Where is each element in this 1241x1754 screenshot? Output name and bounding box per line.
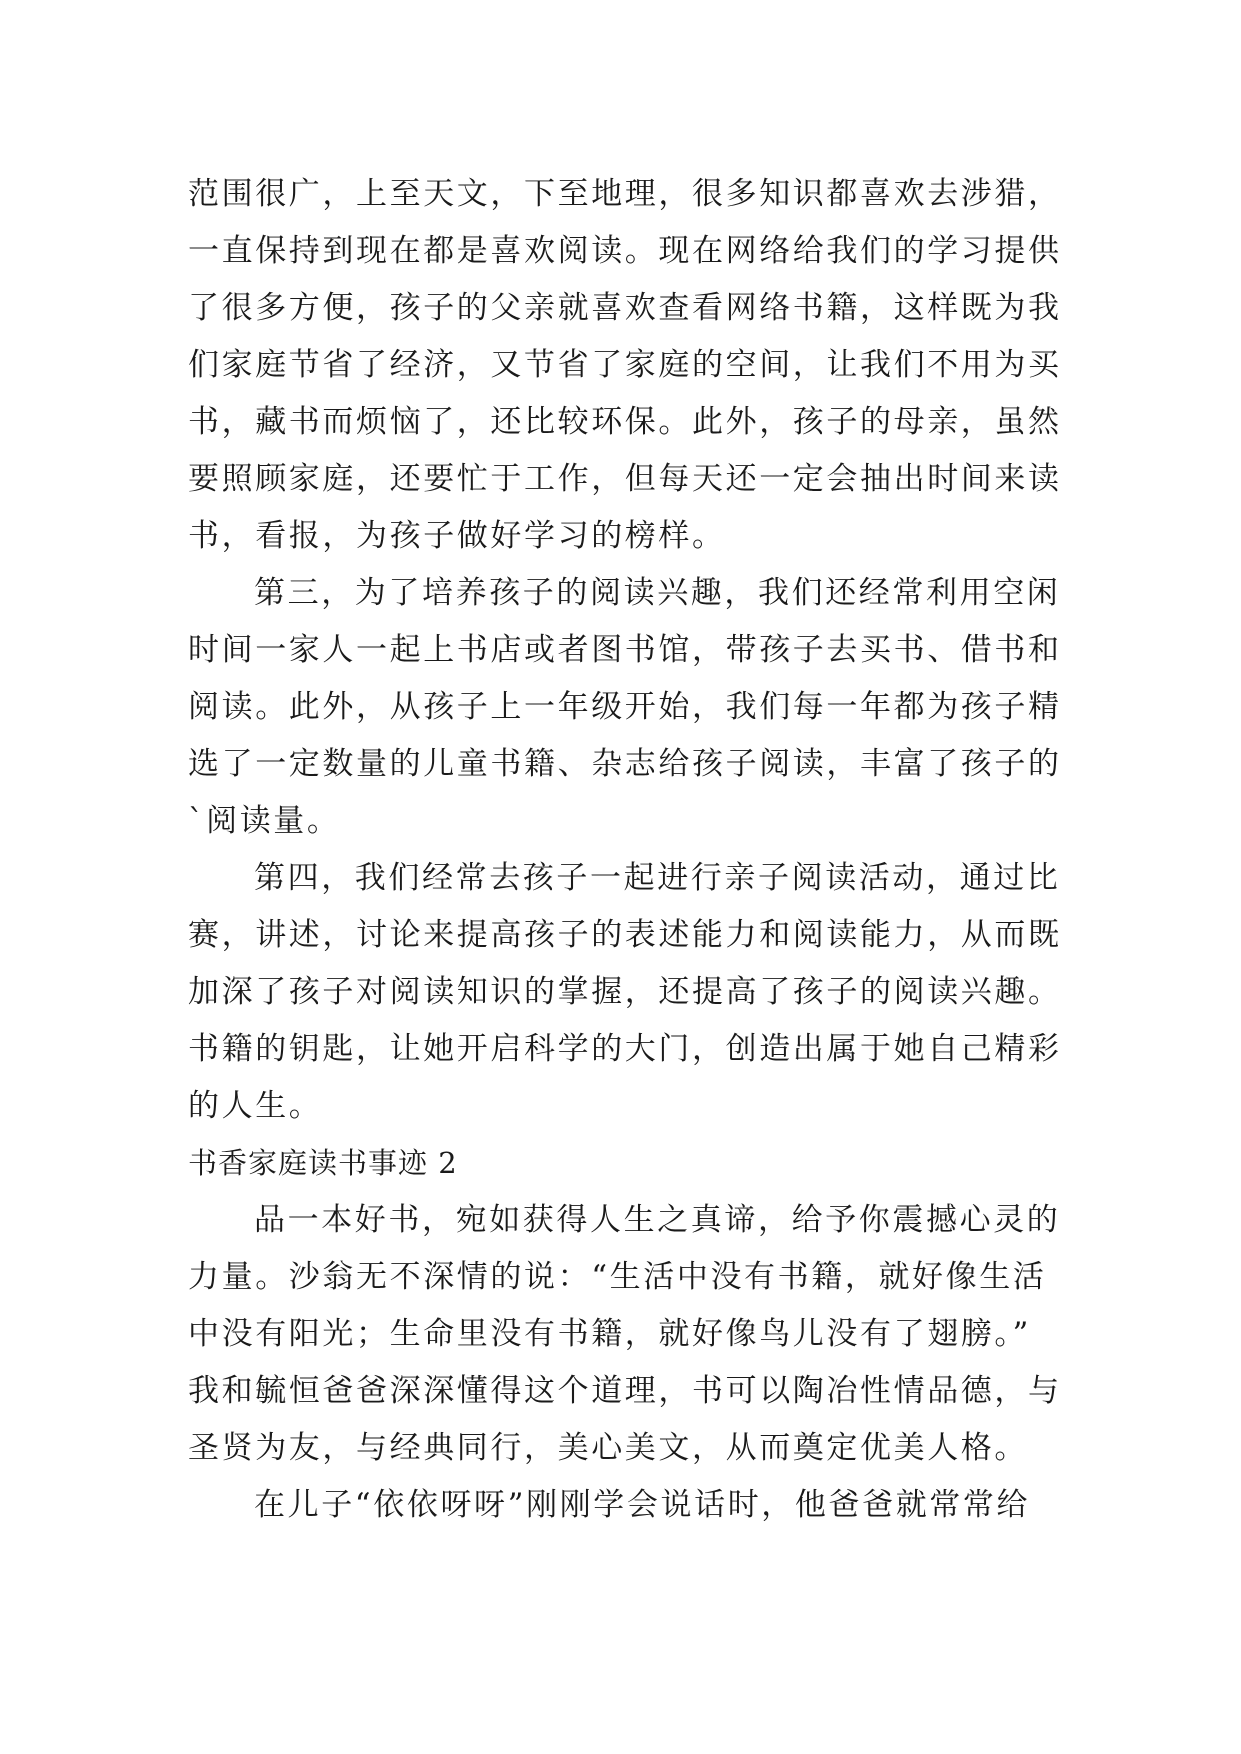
text-line: 阅读。此外，从孩子上一年级开始，我们每一年都为孩子精 (188, 689, 1062, 725)
text-line: 力量。沙翁无不深情的说：“生活中没有书籍，就好像生活 (188, 1259, 1047, 1295)
text-line: 书籍的钥匙，让她开启科学的大门，创造出属于她自己精彩 (188, 1031, 1062, 1067)
text-line: 书，看报，为孩子做好学习的榜样。 (188, 518, 726, 554)
text-line: 加深了孩子对阅读知识的掌握，还提高了孩子的阅读兴趣。 (188, 974, 1062, 1010)
text-line: 要照顾家庭，还要忙于工作，但每天还一定会抽出时间来读 (188, 461, 1062, 497)
text-line: 了很多方便，孩子的父亲就喜欢查看网络书籍，这样既为我 (188, 290, 1062, 326)
text-line: 品一本好书，宛如获得人生之真谛，给予你震撼心灵的 (254, 1202, 1061, 1238)
text-line: 第三，为了培养孩子的阅读兴趣，我们还经常利用空闲 (254, 575, 1061, 611)
text-line: 在儿子“依依呀呀”刚刚学会说话时，他爸爸就常常给 (254, 1487, 1031, 1523)
document-page (188, 166, 1068, 1534)
text-line: 第四，我们经常去孩子一起进行亲子阅读活动，通过比 (254, 860, 1061, 896)
text-line: 范围很广，上至天文，下至地理，很多知识都喜欢去涉猎， (188, 176, 1062, 212)
paragraph-good-book (188, 1192, 1068, 1477)
paragraph-fourth (188, 850, 1068, 1135)
text-line: 我和毓恒爸爸深深懂得这个道理，书可以陶冶性情品德，与 (188, 1373, 1062, 1409)
text-line: 选了一定数量的儿童书籍、杂志给孩子阅读，丰富了孩子的 (188, 746, 1062, 782)
paragraph-continued (188, 166, 1068, 565)
section-title: 书香家庭读书事迹 2 (188, 1146, 458, 1180)
text-line: 们家庭节省了经济，又节省了家庭的空间，让我们不用为买 (188, 347, 1062, 383)
text-line: 圣贤为友，与经典同行，美心美文，从而奠定优美人格。 (188, 1430, 1028, 1466)
paragraph-third (188, 565, 1068, 850)
paragraph-son (188, 1477, 1068, 1534)
text-line: 赛，讲述，讨论来提高孩子的表述能力和阅读能力，从而既 (188, 917, 1062, 953)
text-line: 一直保持到现在都是喜欢阅读。现在网络给我们的学习提供 (188, 233, 1062, 269)
text-line: 的人生。 (188, 1088, 323, 1124)
text-line: `阅读量。 (188, 803, 341, 839)
text-line: 时间一家人一起上书店或者图书馆，带孩子去买书、借书和 (188, 632, 1062, 668)
text-line: 书，藏书而烦恼了，还比较环保。此外，孩子的母亲，虽然 (188, 404, 1062, 440)
text-line: 中没有阳光；生命里没有书籍，就好像鸟儿没有了翅膀。” (188, 1316, 1031, 1352)
section-heading (188, 1135, 1068, 1192)
